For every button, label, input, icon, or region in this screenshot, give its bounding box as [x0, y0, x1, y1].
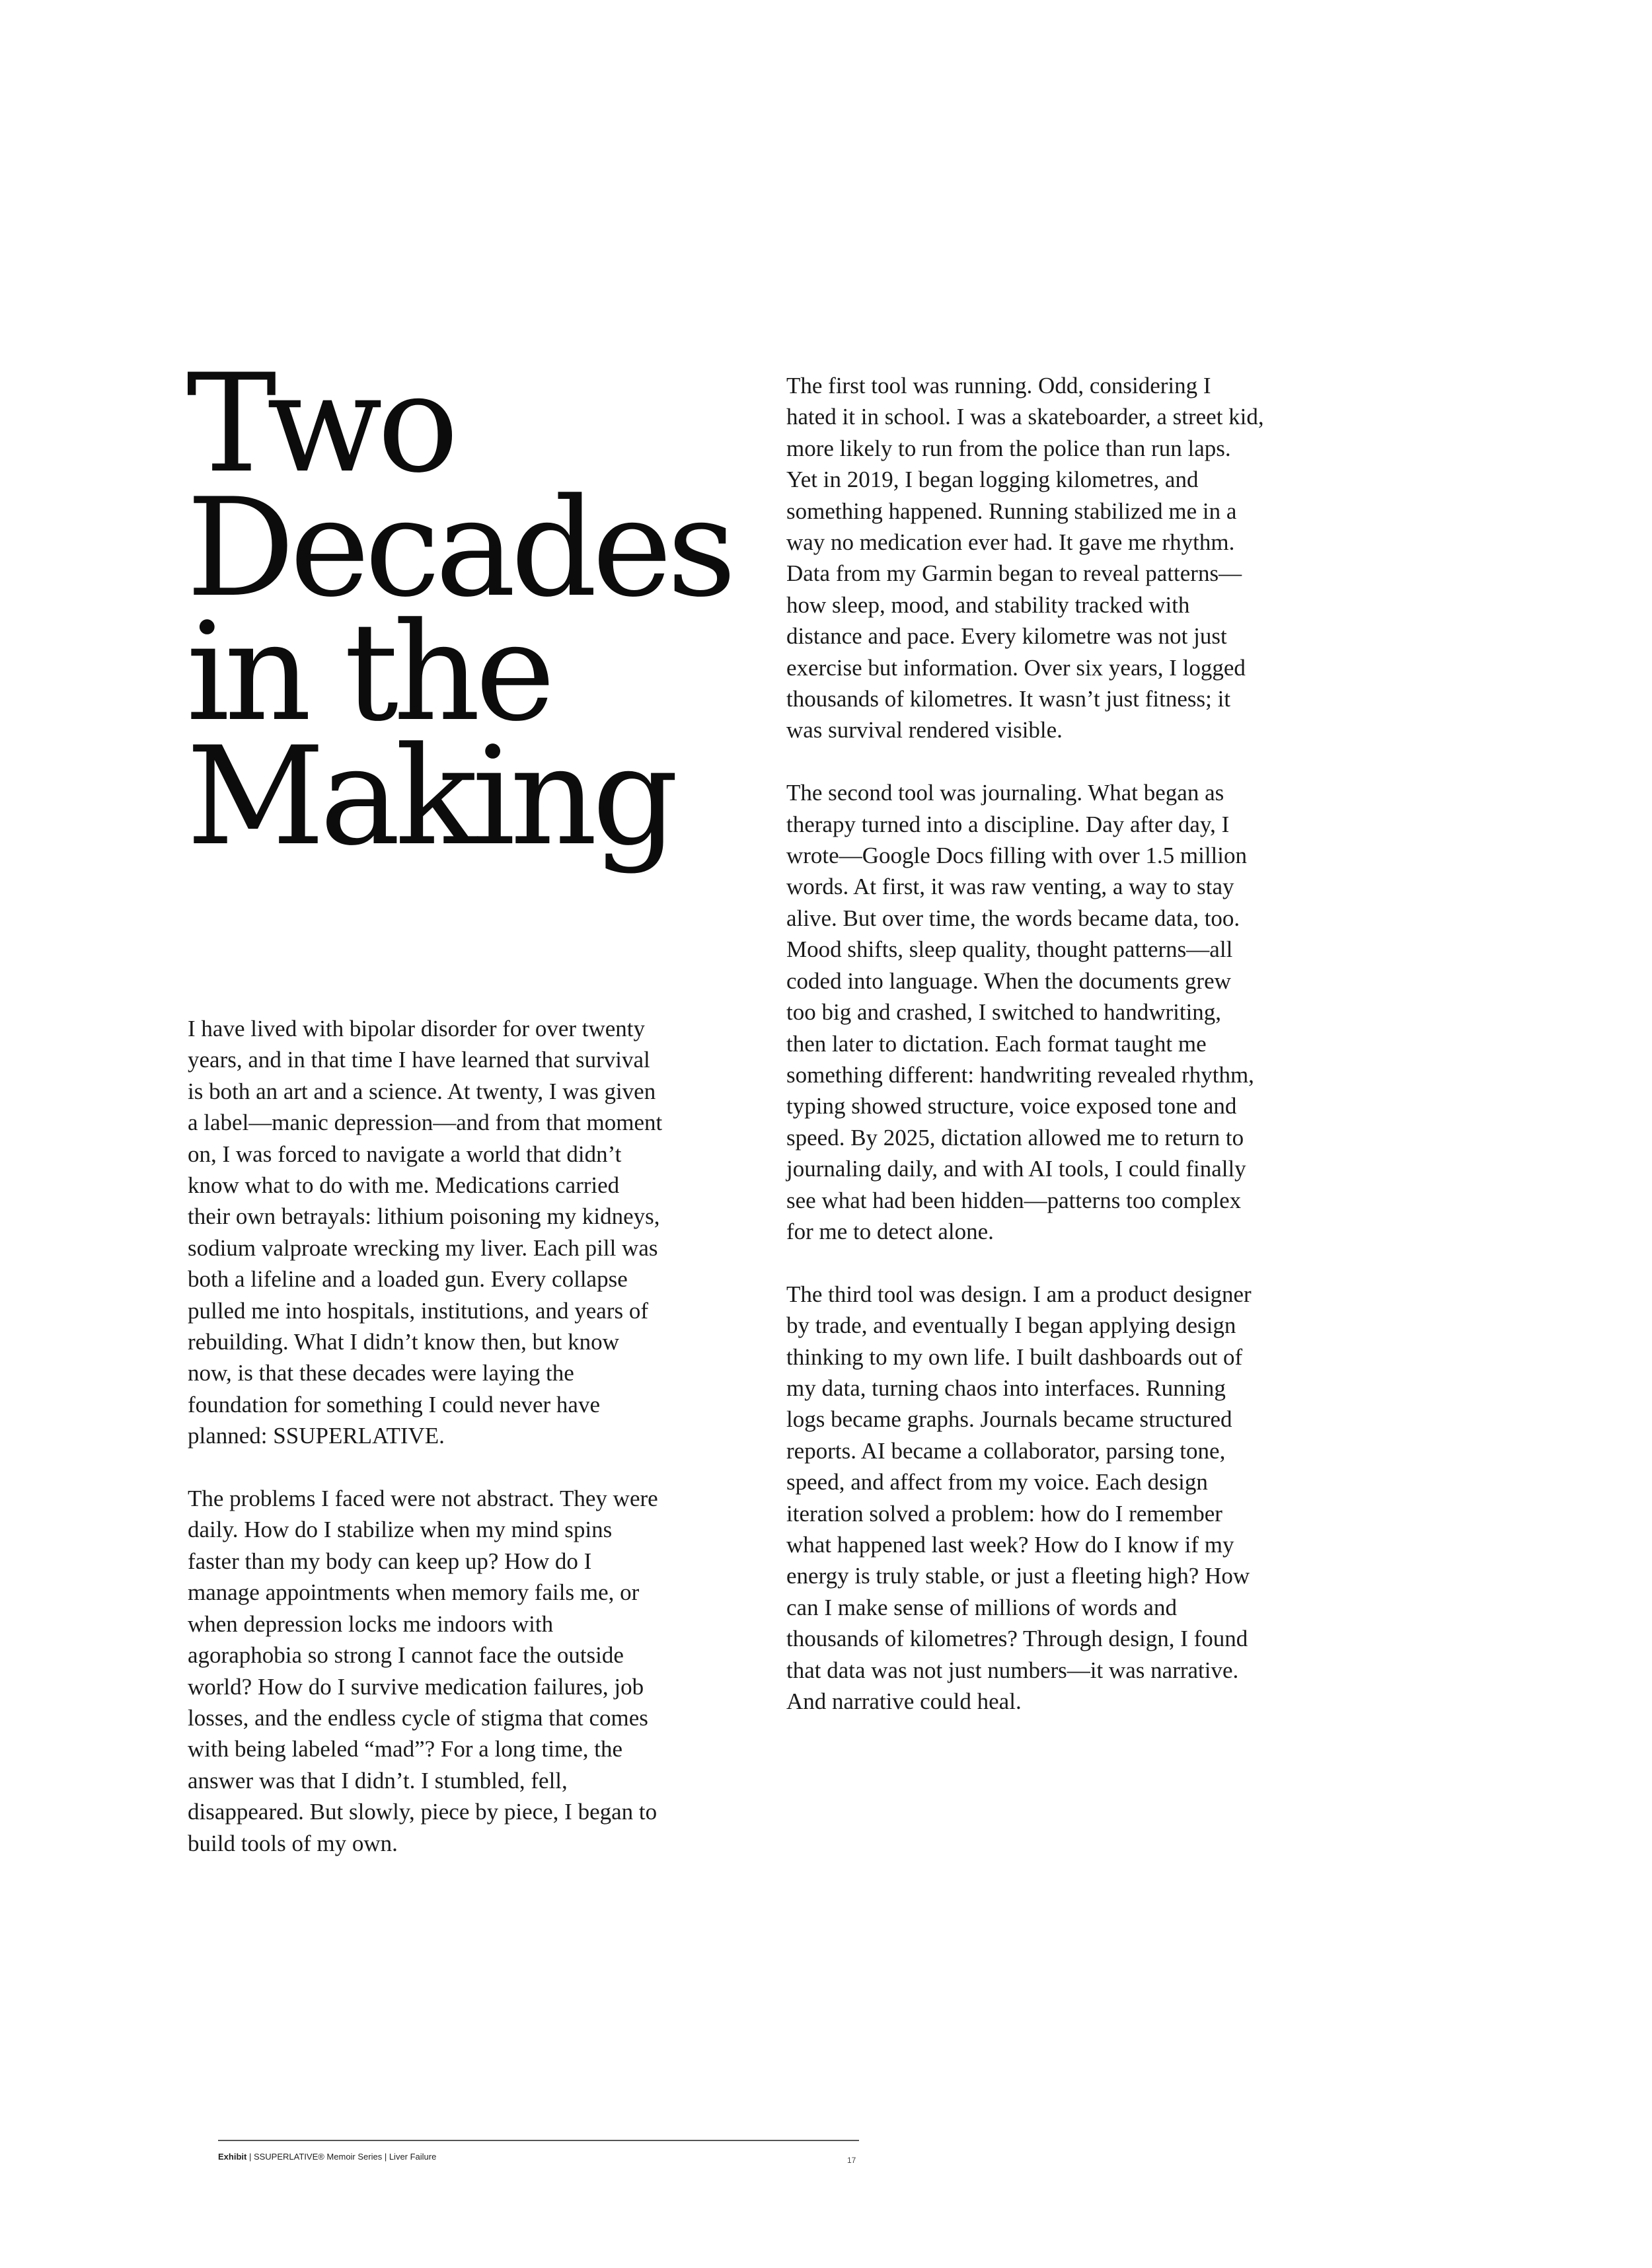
body-paragraph — [188, 1483, 696, 1859]
body-paragraph — [786, 777, 1295, 1247]
paragraph-line: thinking to my own life. I built dashboards out of — [786, 1343, 1243, 1370]
paragraph-line: my data, turning chaos into interfaces. Running — [786, 1375, 1226, 1401]
paragraph-line: daily. How do I stabilize when my mind spins — [188, 1517, 613, 1543]
paragraph-line: journaling daily, and with AI tools, I could finally — [786, 1156, 1246, 1182]
body-paragraph — [786, 370, 1295, 746]
footer-publication-series: | SSUPERLATIVE® Memoir Series | Liver Failure — [246, 2152, 437, 2162]
paragraph-line: logs became graphs. Journals became structured — [786, 1406, 1232, 1433]
footer-publication — [218, 2152, 436, 2162]
paragraph-line: that data was not just numbers—it was narrative. — [786, 1657, 1239, 1683]
paragraph-line: speed. By 2025, dictation allowed me to return to — [786, 1124, 1244, 1151]
paragraph-line: way no medication ever had. It gave me rhythm. — [786, 529, 1235, 556]
paragraph-line: The first tool was running. Odd, considering I — [786, 373, 1211, 398]
paragraph-line: thousands of kilometres? Through design, I found — [786, 1626, 1248, 1652]
paragraph-line: how sleep, mood, and stability tracked with — [786, 591, 1190, 618]
paragraph-line: world? How do I survive medication failures, job — [188, 1673, 644, 1700]
paragraph-line: foundation for something I could never have — [188, 1391, 600, 1418]
paragraph-line: both a lifeline and a loaded gun. Every collapse — [188, 1266, 628, 1293]
paragraph-line: years, and in that time I have learned that survival — [188, 1047, 650, 1073]
page-title — [186, 346, 732, 876]
paragraph-line: Data from my Garmin began to reveal patterns— — [786, 560, 1242, 587]
paragraph-line: planned: SSUPERLATIVE. — [188, 1423, 445, 1449]
paragraph-line: a label—manic depression—and from that moment — [188, 1110, 663, 1136]
paragraph-line: Yet in 2019, I began logging kilometres, and — [786, 467, 1199, 493]
body-paragraph — [188, 1013, 696, 1452]
title-line: Decades — [186, 470, 732, 627]
paragraph-line: for me to detect alone. — [786, 1218, 994, 1244]
paragraph-line: therapy turned into a discipline. Day after day, I — [786, 811, 1230, 837]
paragraph-line: hated it in school. I was a skateboarder, a street kid, — [786, 404, 1264, 430]
paragraph-line: words. At first, it was raw venting, a way to stay — [786, 874, 1234, 900]
paragraph-line: pulled me into hospitals, institutions, and years of — [188, 1297, 649, 1324]
paragraph-line: now, is that these decades were laying the — [188, 1360, 574, 1386]
paragraph-line: losses, and the endless cycle of stigma that comes — [188, 1704, 648, 1731]
paragraph-line: manage appointments when memory fails me, or — [188, 1579, 640, 1606]
title-line: Two — [186, 346, 454, 503]
paragraph-line: reports. AI became a collaborator, parsing tone, — [786, 1437, 1226, 1464]
paragraph-line: The problems I faced were not abstract. They were — [188, 1486, 658, 1512]
paragraph-line: speed, and affect from my voice. Each design — [786, 1469, 1208, 1495]
paragraph-line: something different: handwriting revealed rhythm, — [786, 1061, 1254, 1088]
paragraph-line: agoraphobia so strong I cannot face the outside — [188, 1642, 624, 1669]
paragraph-line: with being labeled “mad”? For a long time, the — [188, 1736, 622, 1762]
paragraph-line: by trade, and eventually I began applying design — [786, 1312, 1236, 1339]
paragraph-line: wrote—Google Docs filling with over 1.5 million — [786, 843, 1247, 869]
paragraph-line: coded into language. When the documents grew — [786, 967, 1231, 994]
paragraph-line: The second tool was journaling. What began as — [786, 780, 1224, 806]
paragraph-line: faster than my body can keep up? How do I — [188, 1548, 592, 1574]
paragraph-line: when depression locks me indoors with — [188, 1610, 554, 1637]
title-line: in the — [186, 594, 550, 751]
title-line: Making — [186, 718, 674, 876]
paragraph-line: build tools of my own. — [188, 1830, 398, 1856]
footer-publication-name: Exhibit — [218, 2152, 247, 2162]
paragraph-line: on, I was forced to navigate a world that didn’t — [188, 1141, 622, 1167]
paragraph-line: was survival rendered visible. — [786, 717, 1063, 743]
paragraph-line: see what had been hidden—patterns too complex — [786, 1187, 1242, 1213]
paragraph-line: then later to dictation. Each format taught me — [786, 1030, 1207, 1057]
body-paragraph — [786, 1279, 1295, 1718]
right-column — [786, 370, 1295, 1749]
paragraph-line: And narrative could heal. — [786, 1688, 1022, 1715]
page-number: 17 — [847, 2156, 856, 2165]
paragraph-line: can I make sense of millions of words and — [786, 1594, 1177, 1620]
paragraph-line: sodium valproate wrecking my liver. Each pill was — [188, 1234, 658, 1261]
paragraph-line: rebuilding. What I didn’t know then, but know — [188, 1329, 619, 1355]
paragraph-line: Mood shifts, sleep quality, thought patterns—all — [786, 936, 1233, 963]
paragraph-line: answer was that I didn’t. I stumbled, fell, — [188, 1767, 568, 1794]
paragraph-line: distance and pace. Every kilometre was not just — [786, 623, 1227, 650]
paragraph-line: disappeared. But slowly, piece by piece, I began to — [188, 1799, 657, 1825]
paragraph-line: something happened. Running stabilized me in a — [786, 498, 1237, 524]
left-column — [188, 1013, 696, 1890]
paragraph-line: what happened last week? How do I know if my — [786, 1532, 1234, 1558]
paragraph-line: is both an art and a science. At twenty, I was given — [188, 1078, 656, 1104]
paragraph-line: The third tool was design. I am a product designer — [786, 1281, 1252, 1307]
footer-divider — [218, 2140, 859, 2141]
paragraph-line: know what to do with me. Medications carried — [188, 1172, 620, 1199]
paragraph-line: more likely to run from the police than run laps. — [786, 435, 1231, 461]
paragraph-line: iteration solved a problem: how do I remember — [786, 1500, 1222, 1527]
paragraph-line: I have lived with bipolar disorder for over twenty — [188, 1016, 646, 1041]
paragraph-line: thousands of kilometres. It wasn’t just fitness; it — [786, 686, 1231, 712]
paragraph-line: too big and crashed, I switched to handwriting, — [786, 999, 1222, 1026]
paragraph-line: their own betrayals: lithium poisoning my kidneys, — [188, 1203, 660, 1230]
paragraph-line: exercise but information. Over six years, I logged — [786, 654, 1246, 681]
paragraph-line: energy is truly stable, or just a fleeting high? How — [786, 1563, 1250, 1589]
paragraph-line: typing showed structure, voice exposed tone and — [786, 1093, 1237, 1119]
paragraph-line: alive. But over time, the words became data, too. — [786, 905, 1240, 931]
